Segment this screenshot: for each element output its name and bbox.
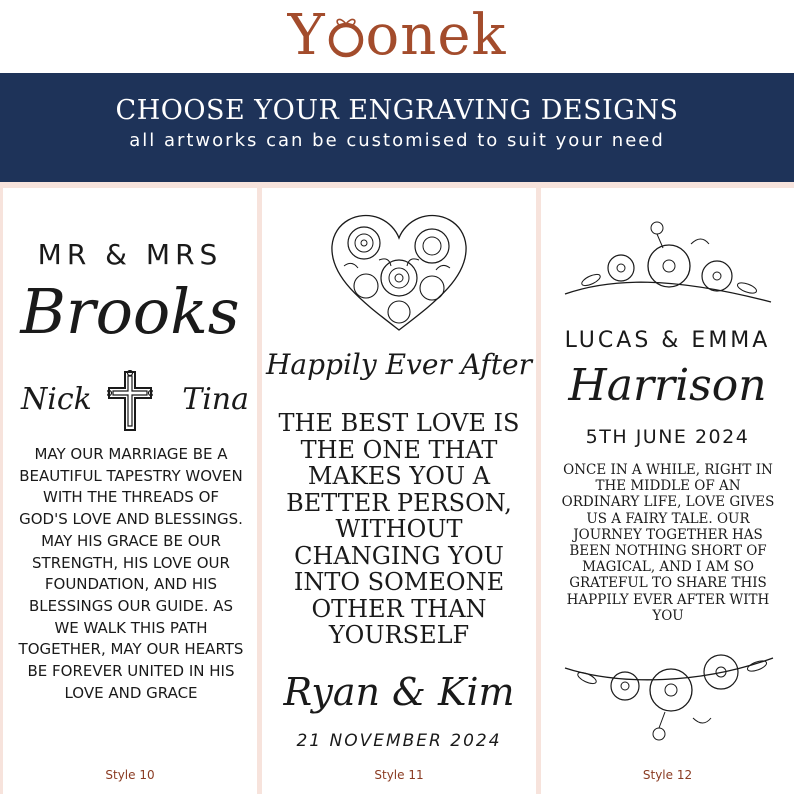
card-surname: Harrison [568,360,767,411]
card-surname: Brooks [20,275,240,348]
style-label: Style 11 [374,768,424,782]
cross-icon [107,370,153,432]
brand-logo-part: onek [365,3,507,68]
design-card-style-11[interactable] [262,188,536,794]
brand-header [0,0,794,73]
style-label: Style 12 [642,768,693,782]
couple-names: Ryan & Kim [283,670,515,714]
card-title: MR & MRS [37,238,223,271]
brand-logo [288,2,507,70]
style-label: Style 10 [105,768,155,782]
name-right: Tina [182,382,249,417]
couple-names-row [3,370,257,430]
floral-branch-icon [561,218,775,318]
design-card-style-10[interactable] [3,188,257,794]
card-body-text: ONCE IN A WHILE, RIGHT IN THE MIDDLE OF AN ORDINARY LIFE, LOVE GIVES US A FAIRY TALE. OUR JOURNEY TOGETHER HAS BEEN NOTHING SHORT OF MAGICAL, AND I AM SO GRATEFUL TO SHARE THIS HAPPILY EVER AFTER WITH YOU [561,462,775,624]
card-body-text: MAY OUR MARRIAGE BE A BEAUTIFUL TAPESTRY WOVEN WITH THE THREADS OF GOD'S LOVE AND BLESSINGS. MAY HIS GRACE BE OUR STRENGTH, HIS LOVE OUR FOUNDATION, AND HIS BLESSINGS OUR GUIDE. AS WE WALK THIS PATH TOGETHER, MAY OUR HEARTS BE FOREVER UNITED IN HIS LOVE AND GRACE [18,445,244,702]
brand-logo-part: Y [287,3,326,68]
brand-ring-icon [326,14,366,58]
banner-subtitle: all artworks can be customised to suit your need [129,130,665,151]
card-date: 21 NOVEMBER 2024 [296,731,502,751]
banner-title: CHOOSE YOUR ENGRAVING DESIGNS [115,95,679,126]
floral-branch-icon [561,640,775,744]
design-card-style-12[interactable] [541,188,794,794]
floral-heart-icon [324,208,474,336]
card-date: 5TH JUNE 2024 [585,426,750,448]
card-title: LUCAS & EMMA [564,328,771,353]
name-left: Nick [21,382,92,417]
script-heading: Happily Ever After [266,348,532,381]
header-banner [0,73,794,182]
card-body-text: THE BEST LOVE IS THE ONE THAT MAKES YOU A BETTER PERSON, WITHOUT CHANGING YOU INTO SOMEONE OTHER THAN YOURSELF [278,409,520,649]
